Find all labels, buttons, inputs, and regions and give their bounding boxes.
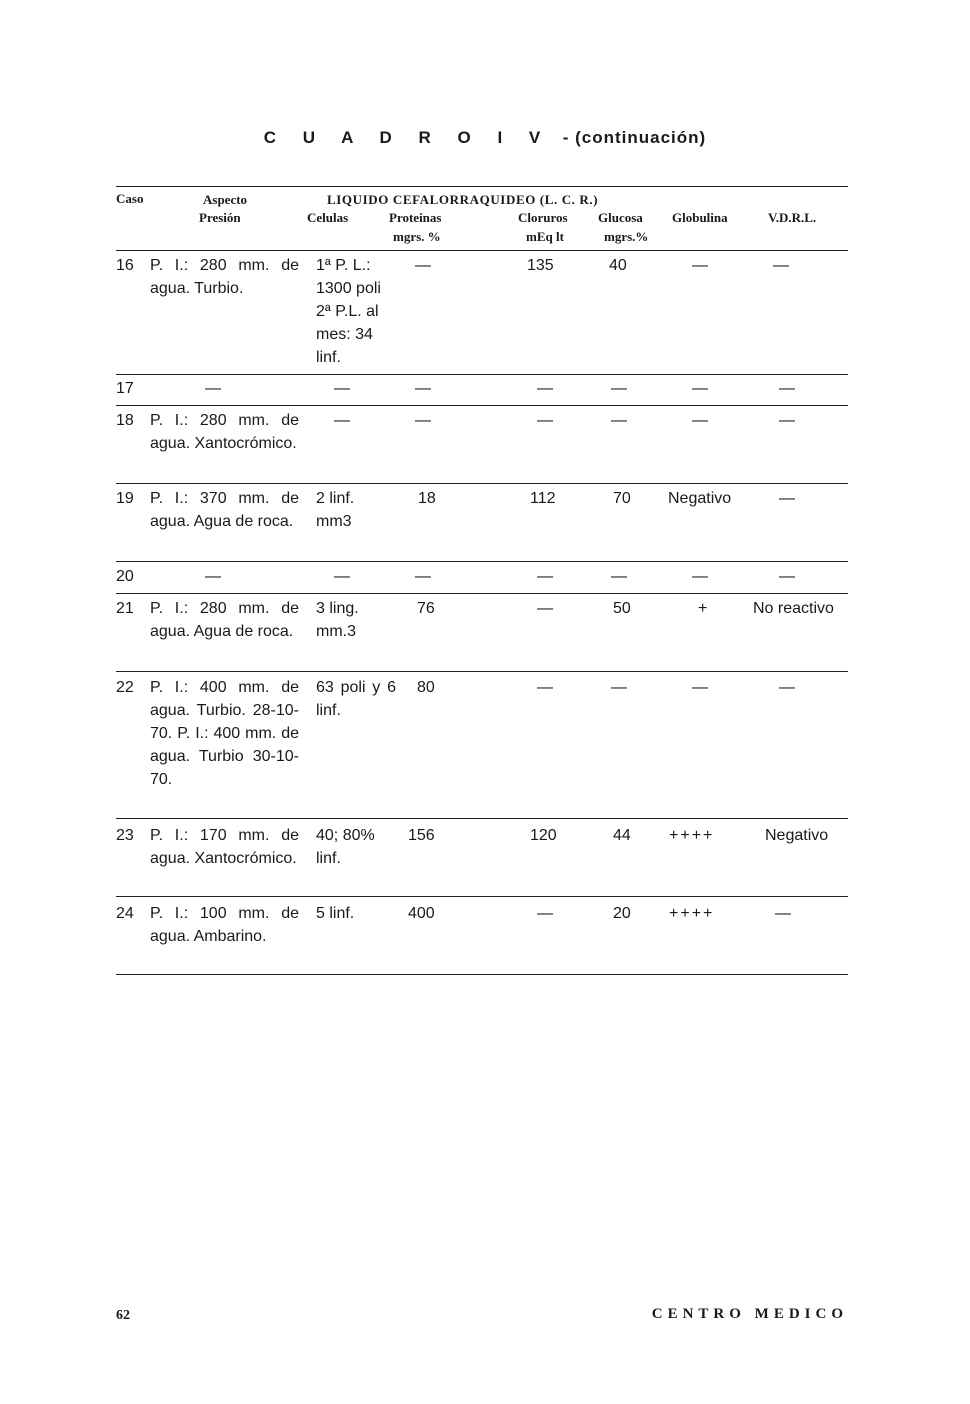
row-divider — [116, 405, 848, 406]
header-cloruros-unit: mEq lt — [526, 229, 564, 244]
cell-globulina: + — [698, 600, 708, 617]
cell-cloruros: 120 — [530, 827, 557, 844]
cell-presion: P. I.: 280 mm. de agua. Turbio. — [150, 257, 299, 297]
cell-caso: 20 — [116, 568, 134, 585]
header-presion: Presión — [199, 210, 241, 225]
cell-caso: 17 — [116, 380, 134, 397]
table-title-main: C U A D R O I V — [263, 128, 552, 147]
cell-cloruros: — — [537, 600, 553, 617]
cell-celulas: — — [334, 412, 350, 429]
header-lcr: LIQUIDO CEFALORRAQUIDEO (L. C. R.) — [327, 192, 599, 207]
cell-proteinas: 400 — [408, 905, 435, 922]
header-proteinas: Proteinas — [389, 210, 442, 225]
cell-cloruros: 112 — [530, 490, 556, 507]
cell-caso: 18 — [116, 412, 134, 429]
cell-caso: 22 — [116, 679, 134, 696]
header-cloruros: Cloruros — [518, 210, 568, 225]
cell-proteinas: 18 — [418, 490, 436, 507]
cell-celulas: — — [334, 380, 350, 397]
cell-caso: 23 — [116, 827, 134, 844]
cell-proteinas: — — [415, 412, 431, 429]
cell-presion: P. I.: 400 mm. de agua. Turbio. 28-10-70. P. I.: 400 mm. de agua. Turbio 30-10-70. — [150, 679, 299, 788]
header-bottom-rule — [116, 250, 848, 251]
row-divider — [116, 593, 848, 594]
cell-globulina: Negativo — [668, 490, 732, 507]
cell-glucosa: — — [611, 568, 627, 585]
cell-vdrl: — — [779, 412, 795, 429]
cell-celulas: 3 ling. mm.3 — [316, 600, 359, 640]
cell-glucosa: 44 — [613, 827, 631, 844]
table-title-suffix: - (continuación) — [562, 128, 707, 147]
cell-caso: 24 — [116, 905, 134, 922]
cell-presion: P. I.: 170 mm. de agua. Xantocrómico. — [150, 827, 299, 867]
cell-vdrl: Negativo — [765, 827, 829, 844]
cell-vdrl: — — [775, 905, 791, 922]
journal-name: CENTRO MEDICO — [651, 1306, 848, 1322]
cell-vdrl: — — [773, 257, 789, 274]
cell-cloruros: — — [537, 412, 553, 429]
cell-proteinas: 80 — [417, 679, 435, 696]
cell-glucosa: 20 — [613, 905, 631, 922]
row-divider — [116, 671, 848, 672]
cell-proteinas: 156 — [408, 827, 435, 844]
cell-cloruros: — — [537, 380, 553, 397]
row-divider — [116, 561, 848, 562]
cell-globulina: — — [692, 257, 708, 274]
cell-vdrl: — — [779, 380, 795, 397]
header-celulas: Celulas — [307, 210, 349, 225]
row-divider — [116, 818, 848, 819]
header-caso: Caso — [116, 191, 144, 206]
cell-proteinas: — — [415, 380, 431, 397]
cell-caso: 21 — [116, 600, 134, 617]
cell-globulina: ++++ — [669, 905, 715, 922]
header-glucosa: Glucosa — [598, 210, 643, 225]
cell-globulina: — — [692, 568, 708, 585]
table-bottom-rule — [116, 974, 848, 975]
cell-vdrl: — — [779, 490, 795, 507]
cell-glucosa: — — [611, 412, 627, 429]
cell-presion: — — [205, 568, 221, 585]
cell-vdrl: No reactivo — [753, 600, 834, 617]
row-divider — [116, 483, 848, 484]
cell-glucosa: — — [611, 380, 627, 397]
row-divider — [116, 896, 848, 897]
cell-celulas: — — [334, 568, 350, 585]
cell-caso: 19 — [116, 490, 134, 507]
header-aspecto: Aspecto — [203, 192, 248, 207]
cell-cloruros: — — [537, 679, 553, 696]
cell-glucosa: 40 — [609, 257, 627, 274]
cell-vdrl: — — [779, 679, 795, 696]
header-proteinas-unit: mgrs. % — [393, 229, 441, 244]
cell-proteinas: — — [415, 257, 431, 274]
table-title — [0, 128, 970, 148]
cell-presion: — — [205, 380, 221, 397]
row-divider — [116, 374, 848, 375]
header-vdrl: V.D.R.L. — [768, 210, 817, 225]
cell-celulas: 1ª P. L.: 1300 poli 2ª P.L. al mes: 34 linf. — [316, 257, 381, 366]
cell-cloruros: — — [537, 568, 553, 585]
cell-celulas: 63 poli y 6 linf. — [316, 679, 396, 719]
cell-presion: P. I.: 100 mm. de agua. Ambarino. — [150, 905, 299, 945]
cell-celulas: 5 linf. — [316, 905, 355, 922]
cell-cloruros: — — [537, 905, 553, 922]
cell-globulina: — — [692, 380, 708, 397]
cell-caso: 16 — [116, 257, 134, 274]
cell-globulina: — — [692, 412, 708, 429]
cell-glucosa: 50 — [613, 600, 631, 617]
cell-globulina: ++++ — [669, 827, 715, 844]
header-globulina: Globulina — [672, 210, 728, 225]
cell-presion: P. I.: 280 mm. de agua. Xantocrómico. — [150, 412, 299, 452]
cell-proteinas: 76 — [417, 600, 435, 617]
cell-celulas: 2 linf. mm3 — [316, 490, 355, 530]
cell-glucosa: — — [611, 679, 627, 696]
page-number: 62 — [116, 1308, 130, 1323]
cell-globulina: — — [692, 679, 708, 696]
cell-cloruros: 135 — [527, 257, 554, 274]
cell-vdrl: — — [779, 568, 795, 585]
cell-presion: P. I.: 370 mm. de agua. Agua de roca. — [150, 490, 299, 530]
table-top-rule — [116, 186, 848, 187]
header-glucosa-unit: mgrs.% — [604, 229, 649, 244]
cell-glucosa: 70 — [613, 490, 631, 507]
cell-celulas: 40; 80% linf. — [316, 827, 375, 867]
cell-presion: P. I.: 280 mm. de agua. Agua de roca. — [150, 600, 299, 640]
cell-proteinas: — — [415, 568, 431, 585]
